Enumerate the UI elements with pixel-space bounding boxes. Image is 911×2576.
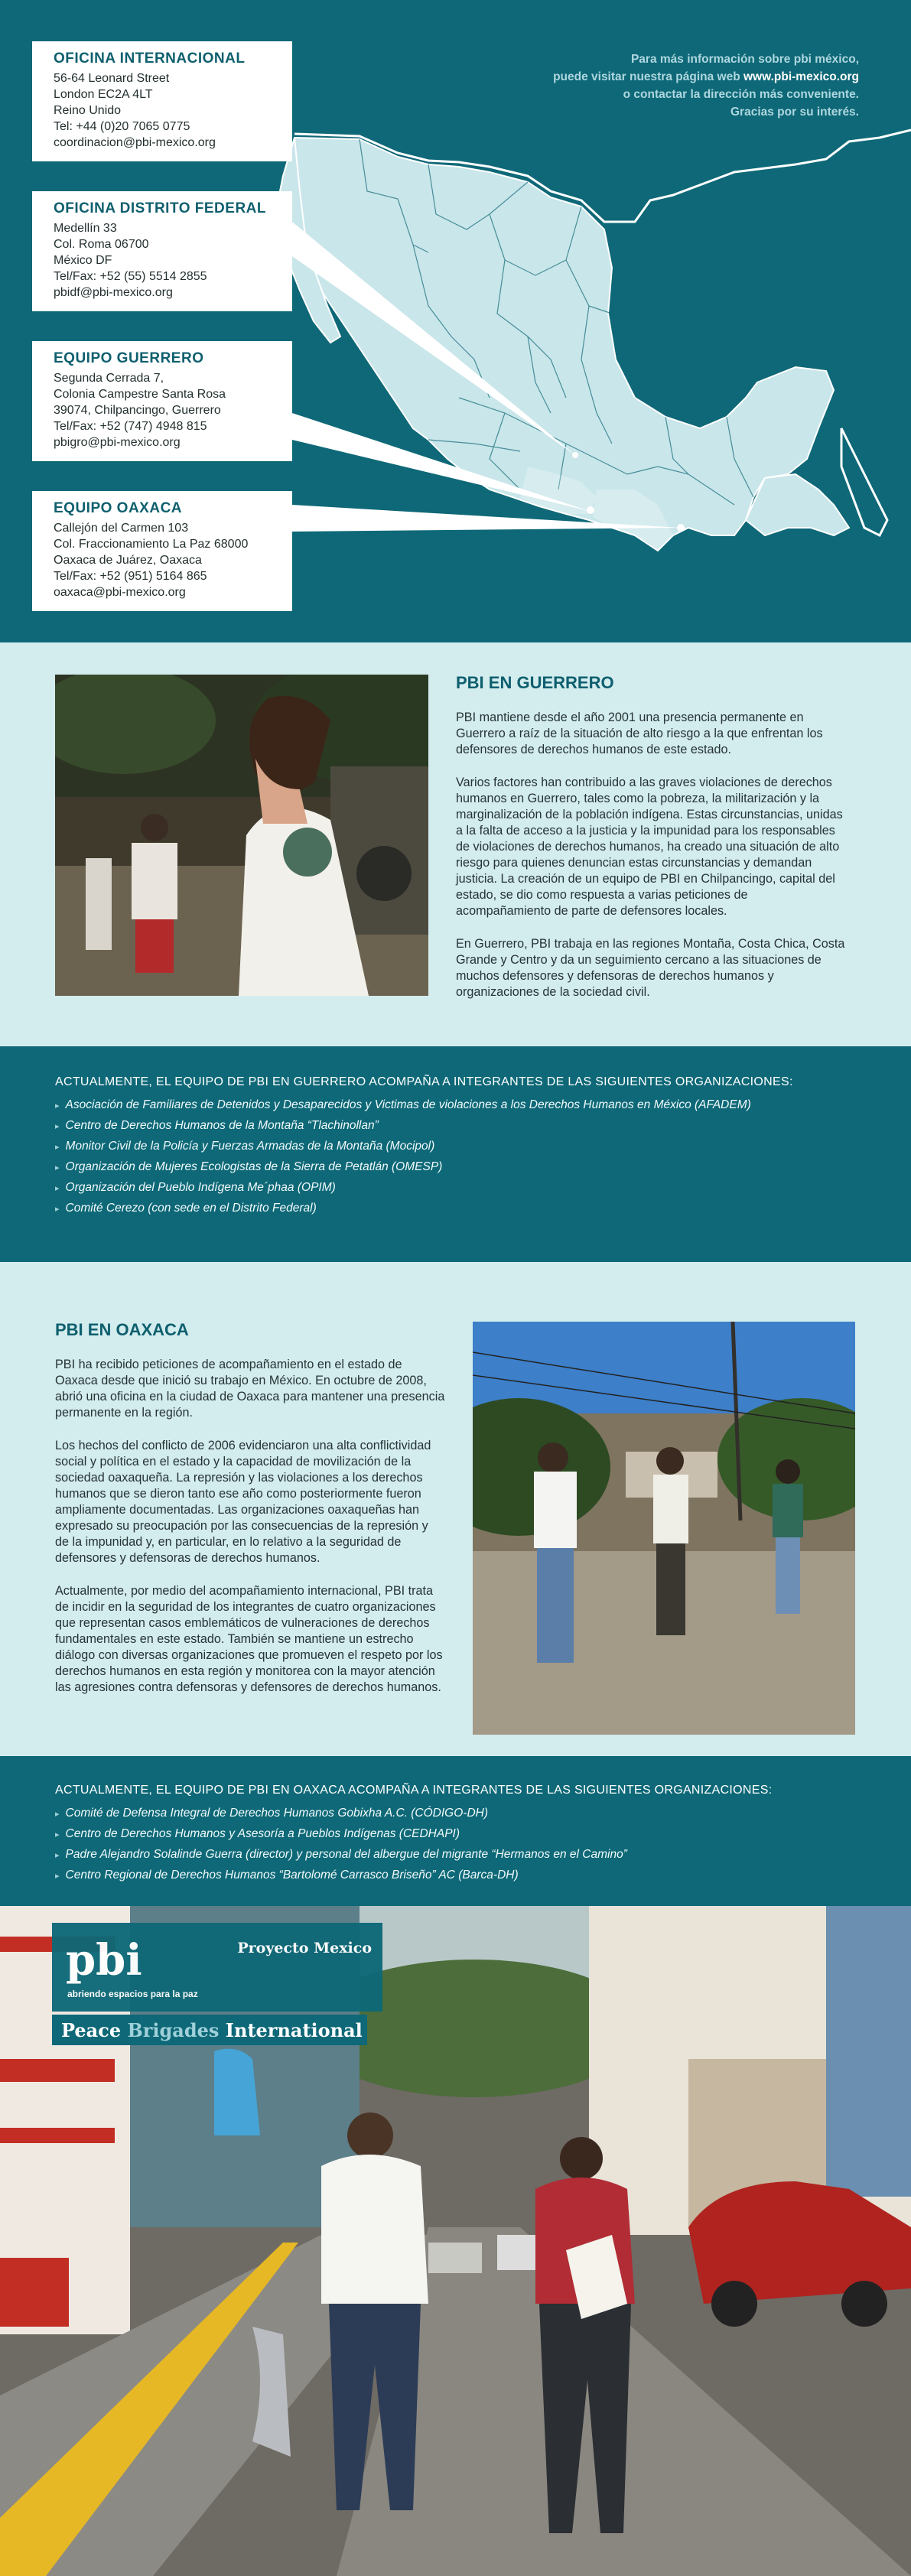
- office-card-oaxaca: [32, 491, 292, 611]
- office-phone: Tel: +44 (0)20 7065 0775: [54, 120, 190, 133]
- oaxaca-paragraph: Los hechos del conflicto de 2006 evidenciaron una alta conflictividad social y política en el estado y la capacidad de movilización de la sociedad oaxaqueña. La represión y las violaciones a los derechos humanos que se dieron tanto ese año como posteriormente fueron ampliamente documentadas. Las organizaciones oaxaqueñas han expresado su preocupación por las consecuencias de la represión y de la impunidad y, en particular, en lo relativo a la seguridad de defensores y defensoras de derechos humanos.: [55, 1439, 431, 1565]
- office-phone: Tel/Fax: +52 (747) 4948 815: [54, 420, 207, 433]
- office-card-guerrero: [32, 341, 292, 461]
- list-item: ▸ Centro Regional de Derechos Humanos “Bartolomé Carrasco Briseño” AC (Barca-DH): [55, 1865, 866, 1886]
- office-card-international: [32, 41, 292, 161]
- poster-photo-section: [0, 1906, 911, 2576]
- pbi-logo: [66, 1932, 142, 1990]
- oaxaca-photo: [473, 1322, 855, 1735]
- oaxaca-orgs-list: [55, 1804, 866, 1886]
- office-title: OFICINA INTERNACIONAL: [54, 50, 246, 67]
- contact-info: [553, 50, 859, 121]
- brand-name-3: International: [219, 2019, 363, 2041]
- guerrero-dot: [587, 506, 594, 514]
- list-item: ▸ Monitor Civil de la Policía y Fuerzas Armadas de la Montaña (Mocipol): [55, 1137, 866, 1157]
- oaxaca-photo-image: [473, 1322, 855, 1735]
- guerrero-orgs-list: [55, 1095, 866, 1219]
- office-email[interactable]: pbigro@pbi-mexico.org: [54, 436, 181, 449]
- oaxaca-orgs-heading: ACTUALMENTE, EL EQUIPO DE PBI EN OAXACA ACOMPAÑA A INTEGRANTES DE LAS SIGUIENTES ORGANIZACIONES:: [55, 1784, 773, 1797]
- office-address: London EC2A 4LT: [54, 88, 153, 101]
- office-address: Oaxaca de Juárez, Oaxaca: [54, 554, 202, 567]
- list-item: ▸ Centro de Derechos Humanos y Asesoría a Pueblos Indígenas (CEDHAPI): [55, 1824, 866, 1845]
- list-item: ▸ Asociación de Familiares de Detenidos y Desaparecidos y Victimas de violaciones a los Derechos Humanos en México (AFADEM): [55, 1095, 866, 1116]
- info-line-3: o contactar la dirección más conveniente.: [623, 88, 859, 101]
- oaxaca-title: PBI EN OAXACA: [55, 1320, 189, 1339]
- office-address: Segunda Cerrada 7,: [54, 372, 164, 385]
- pbi-logo-text: pbi: [66, 1935, 142, 1986]
- office-title: OFICINA DISTRITO FEDERAL: [54, 200, 266, 216]
- guerrero-paragraph: En Guerrero, PBI trabaja en las regiones Montaña, Costa Chica, Costa Grande y Centro y da un seguimiento cercano a las situaciones de muchos defensores y defensoras de derechos humanos y organizaciones de la sociedad civil.: [456, 937, 845, 999]
- info-line-1: Para más información sobre pbi méxico,: [630, 53, 859, 66]
- list-item: ▸ Comité Cerezo (con sede en el Distrito Federal): [55, 1199, 866, 1219]
- info-line-2-text: puede visitar nuestra página web: [553, 70, 743, 83]
- oaxaca-section: [0, 1262, 911, 1756]
- office-address: Callejón del Carmen 103: [54, 522, 189, 535]
- df-dot: [572, 452, 578, 458]
- office-address: Col. Fraccionamiento La Paz 68000: [54, 538, 249, 551]
- list-item: ▸ Padre Alejandro Solalinde Guerra (director) y personal del albergue del migrante “Hermanos en el Camino”: [55, 1845, 866, 1865]
- office-email[interactable]: pbidf@pbi-mexico.org: [54, 286, 173, 299]
- office-phone: Tel/Fax: +52 (951) 5164 865: [54, 570, 207, 583]
- oaxaca-paragraph: PBI ha recibido peticiones de acompañamiento en el estado de Oaxaca desde que inició su trabajo en México. En octubre de 2008, abrió una oficina en la ciudad de Oaxaca para mantener una presencia permanente en la región.: [55, 1358, 445, 1420]
- list-item: ▸ Organización del Pueblo Indígena Me´phaa (OPIM): [55, 1178, 866, 1199]
- brand-name-1: Peace: [61, 2019, 128, 2041]
- office-email[interactable]: coordinacion@pbi-mexico.org: [54, 136, 216, 149]
- tagline: abriendo espacios para la paz: [67, 1989, 198, 1999]
- guerrero-organizations: [0, 1046, 911, 1262]
- office-phone: Tel/Fax: +52 (55) 5514 2855: [54, 270, 207, 283]
- guerrero-orgs-heading: ACTUALMENTE, EL EQUIPO DE PBI EN GUERRERO ACOMPAÑA A INTEGRANTES DE LAS SIGUIENTES ORGANIZACIONES:: [55, 1075, 793, 1088]
- oaxaca-paragraph: Actualmente, por medio del acompañamiento internacional, PBI trata de incidir en la seguridad de los integrantes de cuatro organizaciones que representan casos emblemáticos de vulneraciones de derechos fundamentales en este estado. También se mantiene un estrecho diálogo con diversas organizaciones que promueven el respeto por los derechos humanos en esta región y monitorea con la mayor atención las agresiones contra defensoras y defensores de derechos humanos.: [55, 1584, 443, 1694]
- logo-box: [52, 1923, 382, 2012]
- office-address: 39074, Chilpancingo, Guerrero: [54, 404, 221, 417]
- oaxaca-organizations: [0, 1756, 911, 1906]
- office-address: Col. Roma 06700: [54, 238, 149, 251]
- office-address: Colonia Campestre Santa Rosa: [54, 388, 226, 401]
- guerrero-section: [0, 642, 911, 1046]
- offices-map-section: [0, 0, 911, 642]
- list-item: ▸ Centro de Derechos Humanos de la Montaña “Tlachinollan”: [55, 1116, 866, 1137]
- brand-name-2: Brigades: [127, 2019, 220, 2041]
- office-title: EQUIPO GUERRERO: [54, 350, 204, 366]
- list-item: ▸ Organización de Mujeres Ecologistas de la Sierra de Petatlán (OMESP): [55, 1157, 866, 1178]
- guerrero-photo: [55, 675, 428, 996]
- info-line-2: [553, 68, 859, 86]
- guerrero-paragraph: PBI mantiene desde el año 2001 una presencia permanente en Guerrero a raíz de la situación de alto riesgo a la que enfrentan los defensores de derechos humanos de este estado.: [456, 711, 823, 756]
- guerrero-article: [456, 673, 846, 1017]
- brand-name: [61, 2019, 363, 2041]
- oaxaca-article: [55, 1320, 445, 1712]
- office-address: México DF: [54, 254, 112, 267]
- brand-name-bar: [52, 2015, 367, 2045]
- florida-outline: [841, 428, 887, 535]
- office-email[interactable]: oaxaca@pbi-mexico.org: [54, 586, 186, 599]
- office-address: Medellín 33: [54, 222, 117, 235]
- office-card-df: [32, 191, 292, 311]
- office-address: Reino Unido: [54, 104, 122, 117]
- office-title: EQUIPO OAXACA: [54, 500, 183, 516]
- website-link[interactable]: www.pbi-mexico.org: [743, 70, 859, 83]
- guerrero-photo-image: [55, 675, 428, 996]
- guerrero-paragraph: Varios factores han contribuido a las graves violaciones de derechos humanos en Guerrero, tales como la pobreza, la militarización y la marginalización de la población indígena. Estas circunstancias, unidas a la falta de acceso a la justicia y la impunidad para los responsables de violaciones de derechos humanos, ha creado una situación de alto riesgo para quienes denuncian estas circunstancias y demandan justicia. La creación de un equipo de PBI en Chilpancingo, capital del estado, se dio como respuesta a varias peticiones de acompañamiento de parte de defensores locales.: [456, 776, 843, 918]
- project-label: Proyecto Mexico: [237, 1940, 372, 1956]
- office-address: 56-64 Leonard Street: [54, 72, 170, 85]
- guerrero-title: PBI EN GUERRERO: [456, 673, 614, 692]
- oaxaca-dot: [677, 524, 685, 532]
- info-line-4: Gracias por su interés.: [730, 106, 859, 119]
- list-item: ▸ Comité de Defensa Integral de Derechos Humanos Gobixha A.C. (CÓDIGO-DH): [55, 1804, 866, 1824]
